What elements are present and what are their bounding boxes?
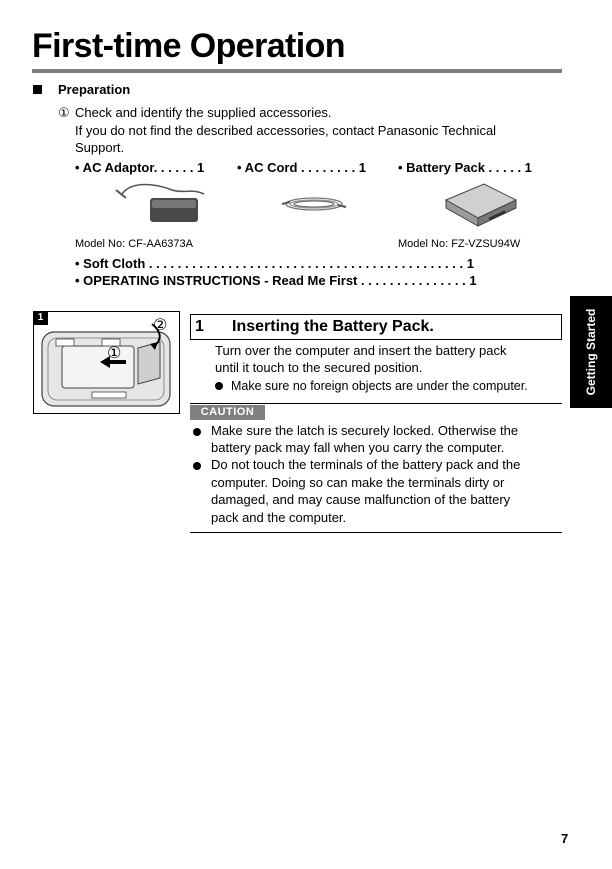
title-divider <box>32 69 562 73</box>
preparation-heading: Preparation <box>58 82 131 97</box>
callout-2: ② <box>153 317 168 334</box>
caution-divider-top <box>190 403 562 404</box>
model-number-adaptor: Model No: CF-AA6373A <box>75 238 193 250</box>
step-description: Turn over the computer and insert the battery pack <box>215 343 507 358</box>
caution-text: Do not touch the terminals of the battery pack and the <box>211 457 521 472</box>
bullet-dot-icon <box>193 428 201 436</box>
accessory-operating-instructions: • OPERATING INSTRUCTIONS - Read Me First . . . . . . . . . . . . . . . 1 <box>75 273 477 288</box>
caution-divider-bottom <box>190 532 562 533</box>
battery-pack-image <box>440 180 520 232</box>
step-title: Inserting the Battery Pack. <box>232 318 434 335</box>
step-number-marker: ① <box>58 105 70 120</box>
ac-adaptor-image <box>112 180 212 230</box>
bullet-dot-icon <box>193 462 201 470</box>
accessory-ac-adaptor: • AC Adaptor. . . . . . 1 <box>75 160 205 175</box>
preparation-instruction: Support. <box>75 140 125 155</box>
model-number-battery: Model No: FZ-VZSU94W <box>398 238 521 250</box>
caution-text: battery pack may fall when you carry the computer. <box>211 440 505 455</box>
caution-text: Make sure the latch is securely locked. Otherwise the <box>211 423 519 438</box>
figure-number: 1 <box>33 311 48 325</box>
page-number: 7 <box>561 831 569 846</box>
caution-text: computer. Doing so can make the terminals dirty or <box>211 475 505 490</box>
caution-text: pack and the computer. <box>211 510 347 525</box>
caution-text: damaged, and may cause malfunction of the battery <box>211 492 511 507</box>
bullet-dot-icon <box>215 382 223 390</box>
section-side-tab <box>570 296 612 408</box>
section-side-tab-label: Getting Started <box>584 308 598 396</box>
step-number: 1 <box>195 318 204 335</box>
square-bullet-icon <box>33 85 42 94</box>
ac-cord-image <box>278 188 350 220</box>
preparation-instruction: Check and identify the supplied accessories. <box>75 105 332 120</box>
accessory-ac-cord: • AC Cord . . . . . . . . 1 <box>237 160 367 175</box>
callout-1: ① <box>107 345 122 362</box>
step-description: until it touch to the secured position. <box>215 360 423 375</box>
caution-badge: CAUTION <box>190 405 265 420</box>
accessory-battery-pack: • Battery Pack . . . . . 1 <box>398 160 532 175</box>
step-note: Make sure no foreign objects are under the computer. <box>231 379 528 393</box>
accessory-soft-cloth: • Soft Cloth . . . . . . . . . . . . . . . . . . . . . . . . . . . . . . . . . . . . . . . . . . . . 1 <box>75 256 474 271</box>
preparation-instruction: If you do not find the described accessories, contact Panasonic Technical <box>75 123 497 138</box>
page-title: First-time Operation <box>32 27 345 65</box>
